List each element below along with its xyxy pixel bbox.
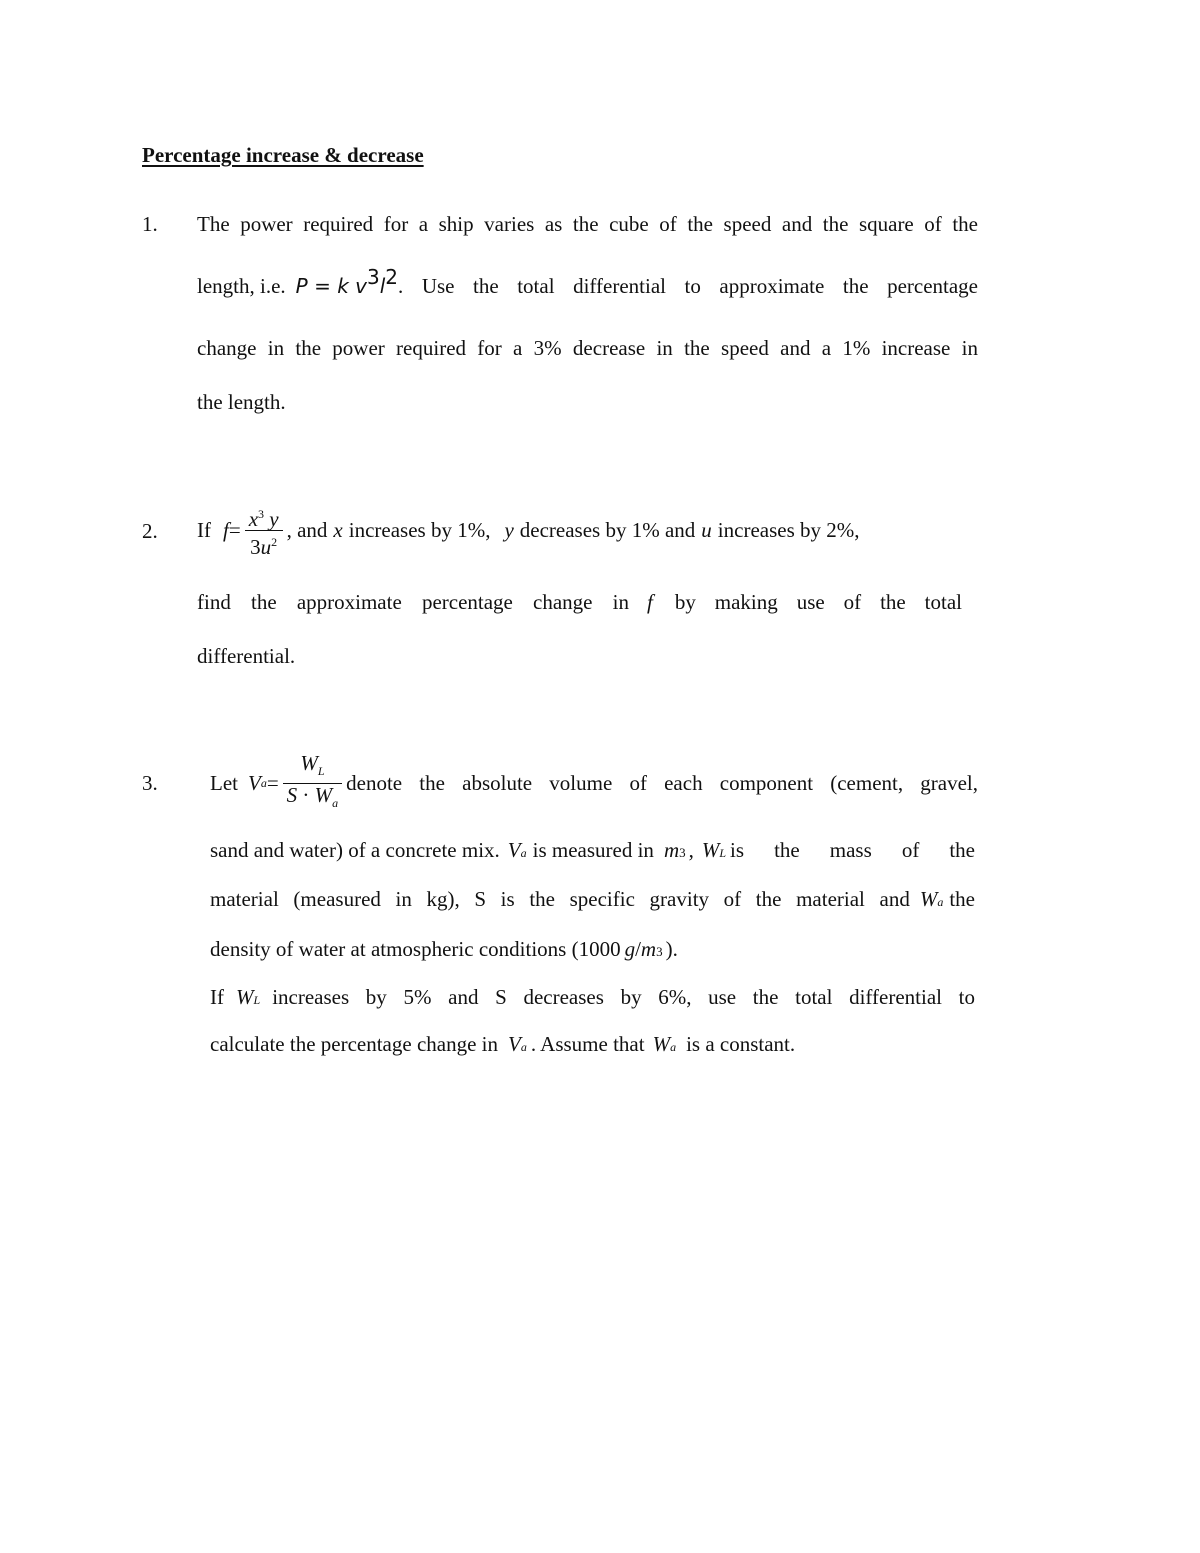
question-1-line-2-pre: length, i.e.	[197, 274, 286, 298]
question-3-line-1: Let V a = $\frac{W_L}{S \cdot W_a}$ denote the absolute volume of each component (cement, gravel,	[210, 751, 978, 815]
question-3-line-2: sand and water) of a concrete mix. V a is measured in m 3 , W L is the mass of the	[210, 838, 975, 862]
question-1-line-2	[197, 265, 978, 299]
question-1-line-3: change in the power required for a 3% decrease in the speed and a 1% increase in	[197, 336, 978, 360]
question-2-line-2: find the approximate percentage change in f by making use of the total	[197, 590, 962, 614]
fraction-f: $\frac{x^3 y}{3u^2}$	[245, 503, 283, 558]
question-2-line-3: differential.	[197, 644, 296, 668]
question-1-number: 1.	[142, 212, 158, 236]
fraction-va: $\frac{W_L}{S \cdot W_a}$	[283, 752, 343, 813]
question-3-line-5: If W L increases by 5% and S decreases by 6%, use the total differential to	[210, 985, 975, 1009]
page-title: Percentage increase & decrease	[142, 143, 424, 167]
question-3-line-3: material (measured in kg), S is the specific gravity of the material and W a the	[210, 887, 975, 911]
question-1-line-1: The power required for a ship varies as the cube of the speed and the square of the	[197, 212, 978, 236]
question-3-line-4: density of water at atmospheric conditions (1000 g / m 3 ).	[210, 937, 678, 961]
question-2-line-1: If f = $\frac{x^3 y}{3u^2}$ , and x increases by 1%, y decreases by 1% and u increases by 2%,	[197, 497, 860, 563]
question-2-number: 2.	[142, 519, 158, 543]
question-3-number: 3.	[142, 771, 158, 795]
question-3-line-6: calculate the percentage change in V a . Assume that W a is a constant.	[210, 1032, 796, 1056]
power-formula: P = k v3l2	[295, 265, 399, 298]
question-1-line-2-post: . Use the total differential to approximate the percentage	[398, 274, 978, 298]
question-1-line-4: the length.	[197, 390, 286, 414]
